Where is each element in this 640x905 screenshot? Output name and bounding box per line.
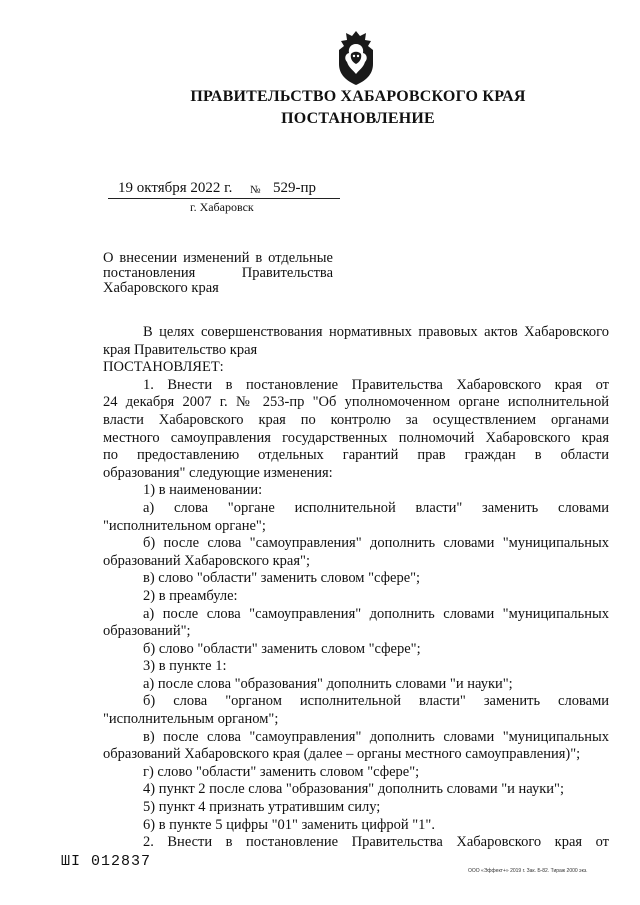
body-line: образований Хабаровского края"; [103, 552, 310, 569]
body-line: 2. Внести в постановление Правительства Хабаровского края от [143, 834, 609, 851]
body-line: 1) в наименовании: [143, 482, 263, 499]
body-line: В целях совершенствования нормативных правовых актов Хабаровского [143, 324, 609, 340]
subject-line: постановления Правительства [103, 265, 333, 281]
document-type: ПОСТАНОВЛЕНИЕ [281, 110, 435, 127]
body-line: в) слово "области" заменить словом "сфере"; [143, 570, 421, 587]
body-line: 5) пункт 4 признать утратившим силу; [143, 799, 381, 816]
body-line: б) слова "органом исполнительной власти" заменить словами [143, 693, 609, 710]
body-line: 1. Внести в постановление Правительства Хабаровского края от [143, 376, 609, 393]
body-line: "исполнительном органе"; [103, 517, 266, 534]
organization-title: ПРАВИТЕЛЬСТВО ХАБАРОВСКОГО КРАЯ [190, 88, 526, 105]
body-line: б) после слова "самоуправления" дополнить словами "муниципальных [143, 535, 609, 552]
body-line: б) слово "области" заменить словом "сфере"; [143, 640, 421, 657]
body-line: по предоставлению отдельных гарантий прав граждан в области [103, 447, 609, 464]
body-line: местного самоуправления государственных полномочий Хабаровского края [103, 429, 609, 446]
body-line: г) слово "области" заменить словом "сфере"; [143, 763, 420, 780]
body-line: 2) в преамбуле: [143, 587, 238, 604]
subject-line: Хабаровского края [103, 280, 219, 296]
body-line: "исполнительным органом"; [103, 711, 279, 728]
number-sign: № [250, 184, 261, 196]
document-subject [103, 251, 333, 296]
body-line: 24 декабря 2007 г. № 253-пр "Об уполномоченном органе исполнительной [103, 394, 609, 411]
body-line: края Правительство края [103, 341, 258, 358]
city: г. Хабаровск [190, 200, 254, 214]
subject-line: О внесении изменений в отдельные [103, 250, 333, 266]
body-line: 3) в пункте 1: [143, 658, 227, 675]
date-underline [108, 198, 340, 199]
coat-of-arms-icon [333, 30, 379, 86]
date-number-line [108, 180, 340, 200]
body-line: в) после слова "самоуправления" дополнить словами "муниципальных [143, 728, 609, 745]
body-line: образования" следующие изменения: [103, 464, 333, 481]
document-body [103, 324, 609, 852]
body-line: образований Хабаровского края (далее – органы местного самоуправления)"; [103, 746, 581, 763]
body-line: а) после слова "самоуправления" дополнить словами "муниципальных [143, 605, 609, 622]
body-line: власти Хабаровского края по контролю за осуществлением органами [103, 411, 609, 428]
body-line: образований"; [103, 623, 191, 640]
body-line: а) слова "органе исполнительной власти" заменить словами [143, 499, 609, 516]
body-line: а) после слова "образования" дополнить словами "и науки"; [143, 675, 513, 692]
body-line: 4) пункт 2 после слова "образования" дополнить словами "и науки"; [143, 781, 564, 798]
body-line: 6) в пункте 5 цифры "01" заменить цифрой "1". [143, 816, 435, 833]
printer-imprint: ООО «Эффект+» 2019 г. Зак. Б-82. Тираж 2000 экз. [468, 868, 588, 874]
body-line: ПОСТАНОВЛЯЕТ: [103, 359, 224, 376]
form-serial-number: ШI 012837 [61, 853, 152, 870]
document-number: 529-пр [273, 180, 317, 196]
document-date: 19 октября 2022 г. [118, 180, 233, 196]
